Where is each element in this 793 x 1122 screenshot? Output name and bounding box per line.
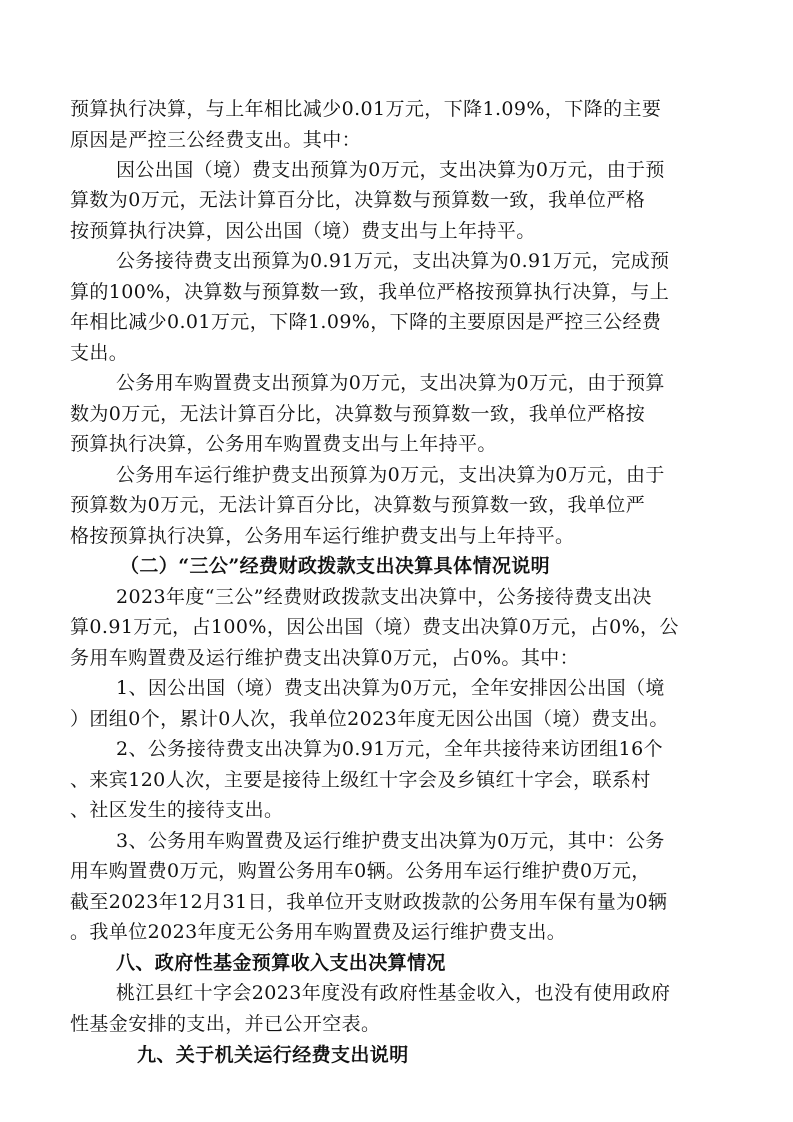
paragraph-line: 3、公务用车购置费及运行维护费支出决算为0万元，其中：公务 (116, 830, 665, 852)
paragraph-line: 。我单位2023年度无公务用车购置费及运行维护费支出。 (70, 921, 567, 943)
paragraph-line: 预算执行决算，与上年相比减少0.01万元，下降1.09%，下降的主要 (70, 98, 662, 120)
paragraph-line: 算0.91万元，占100%，因公出国（境）费支出决算0万元，占0%，公 (70, 616, 679, 638)
paragraph-line: 公务接待费支出预算为0.91万元，支出决算为0.91万元，完成预 (116, 250, 670, 272)
paragraph-line: 年相比减少0.01万元，下降1.09%，下降的主要原因是严控三公经费 (70, 311, 662, 333)
paragraph-line: 支出。 (70, 342, 129, 364)
paragraph-line: 预算数为0万元，无法计算百分比，决算数与预算数一致，我单位严 (70, 494, 646, 516)
section-heading: 九、关于机关运行经费支出说明 (137, 1044, 409, 1066)
paragraph-line: 公务用车购置费支出预算为0万元，支出决算为0万元，由于预算 (116, 372, 665, 394)
paragraph-line: 算的100%，决算数与预算数一致，我单位严格按预算执行决算，与上 (70, 281, 670, 303)
paragraph-line: 公务用车运行维护费支出预算为0万元，支出决算为0万元，由于 (116, 464, 665, 486)
paragraph-line: 数为0万元，无法计算百分比，决算数与预算数一致，我单位严格按 (70, 403, 646, 425)
section-subheading: （二）“三公”经费财政拨款支出决算具体情况说明 (120, 555, 551, 577)
paragraph-line: 、来宾120人次，主要是接待上级红十字会及乡镇红十字会，联系村 (70, 769, 651, 791)
paragraph-line: 用车购置费0万元，购置公务用车0辆。公务用车运行维护费0万元， (70, 860, 651, 882)
paragraph-line: 务用车购置费及运行维护费支出决算0万元，占0%。其中： (70, 647, 580, 669)
paragraph-line: 原因是严控三公经费支出。其中： (70, 129, 362, 151)
paragraph-line: 2、公务接待费支出决算为0.91万元，全年共接待来访团组16个 (116, 738, 663, 760)
paragraph-line: 按预算执行决算，因公出国（境）费支出与上年持平。 (70, 220, 536, 242)
paragraph-line: 因公出国（境）费支出预算为0万元，支出决算为0万元，由于预 (116, 159, 665, 181)
paragraph-line: 桃江县红十字会2023年度没有政府性基金收入，也没有使用政府 (116, 982, 671, 1004)
paragraph-line: 截至2023年12月31日，我单位开支财政拨款的公务用车保有量为0辆 (70, 891, 668, 913)
paragraph-line: 格按预算执行决算，公务用车运行维护费支出与上年持平。 (70, 525, 575, 547)
paragraph-line: ）团组0个，累计0人次，我单位2023年度无因公出国（境）费支出。 (70, 708, 669, 730)
paragraph-line: 、社区发生的接待支出。 (70, 799, 284, 821)
paragraph-line: 算数为0万元，无法计算百分比，决算数与预算数一致，我单位严格 (70, 189, 646, 211)
paragraph-line: 性基金安排的支出，并已公开空表。 (70, 1013, 381, 1035)
section-heading: 八、政府性基金预算收入支出决算情况 (116, 952, 446, 974)
paragraph-line: 预算执行决算，公务用车购置费支出与上年持平。 (70, 433, 497, 455)
paragraph-line: 2023年度“三公”经费财政拨款支出决算中，公务接待费支出决 (116, 586, 652, 608)
paragraph-line: 1、因公出国（境）费支出决算为0万元，全年安排因公出国（境 (116, 677, 665, 699)
